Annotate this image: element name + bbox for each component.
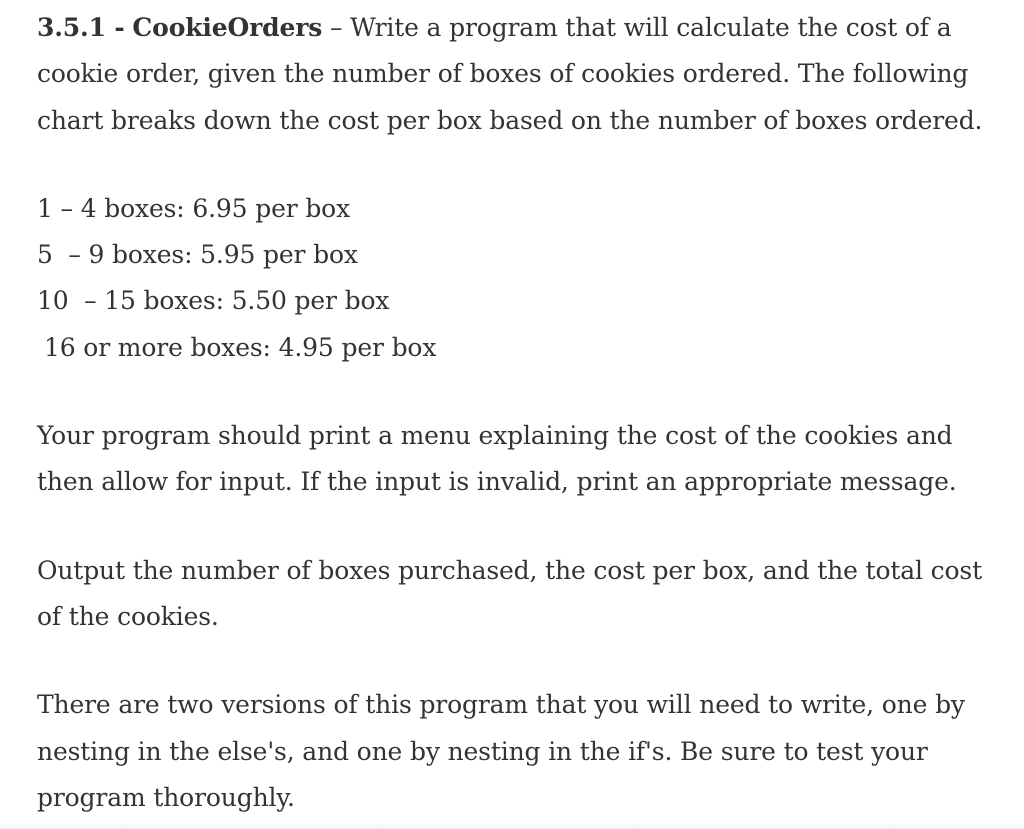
price-tier-unit: per box [263,240,358,270]
price-tier-4 [37,325,997,371]
bottom-fade [0,823,1024,829]
price-tier-unit: per box [341,332,437,362]
assignment-title: CookieOrders [132,13,323,42]
price-tier-price: 5.95 [200,240,256,270]
price-tier-unit: per box [255,193,351,223]
title-dash: – [329,13,343,42]
intro-text: Write a program that will calculate the cost of a cookie order, given the number of boxes of cookies ordered. The following chart breaks down the cost per box based on the number of boxes ordered. [37,13,983,135]
price-tier-range: 16 or more boxes: [44,332,271,362]
menu-instructions: Your program should print a menu explaining the cost of the cookies and then allow for input. If the input is invalid, print an appropriate message. [37,421,957,497]
assignment-intro [37,5,997,144]
price-tier-2 [37,232,997,278]
price-tier-range: 5 – 9 boxes: [37,240,193,270]
output-instructions: Output the number of boxes purchased, the cost per box, and the total cost of the cookies. [37,555,982,631]
price-tier-1 [37,186,997,232]
price-tier-3 [37,278,997,324]
versions-instructions: There are two versions of this program that you will need to write, one by nesting in the else's, and one by nesting in the if's. Be sure to test your program thoroughly. [37,690,965,812]
price-chart [37,186,997,371]
price-tier-price: 4.95 [278,332,334,362]
price-tier-range: 10 – 15 boxes: [37,286,224,316]
price-tier-range: 1 – 4 boxes: [37,193,185,223]
price-tier-price: 6.95 [192,193,248,223]
assignment-number: 3.5.1 - [37,13,125,42]
price-tier-unit: per box [294,286,390,316]
assignment-document [37,5,997,821]
price-tier-price: 5.50 [231,286,287,316]
